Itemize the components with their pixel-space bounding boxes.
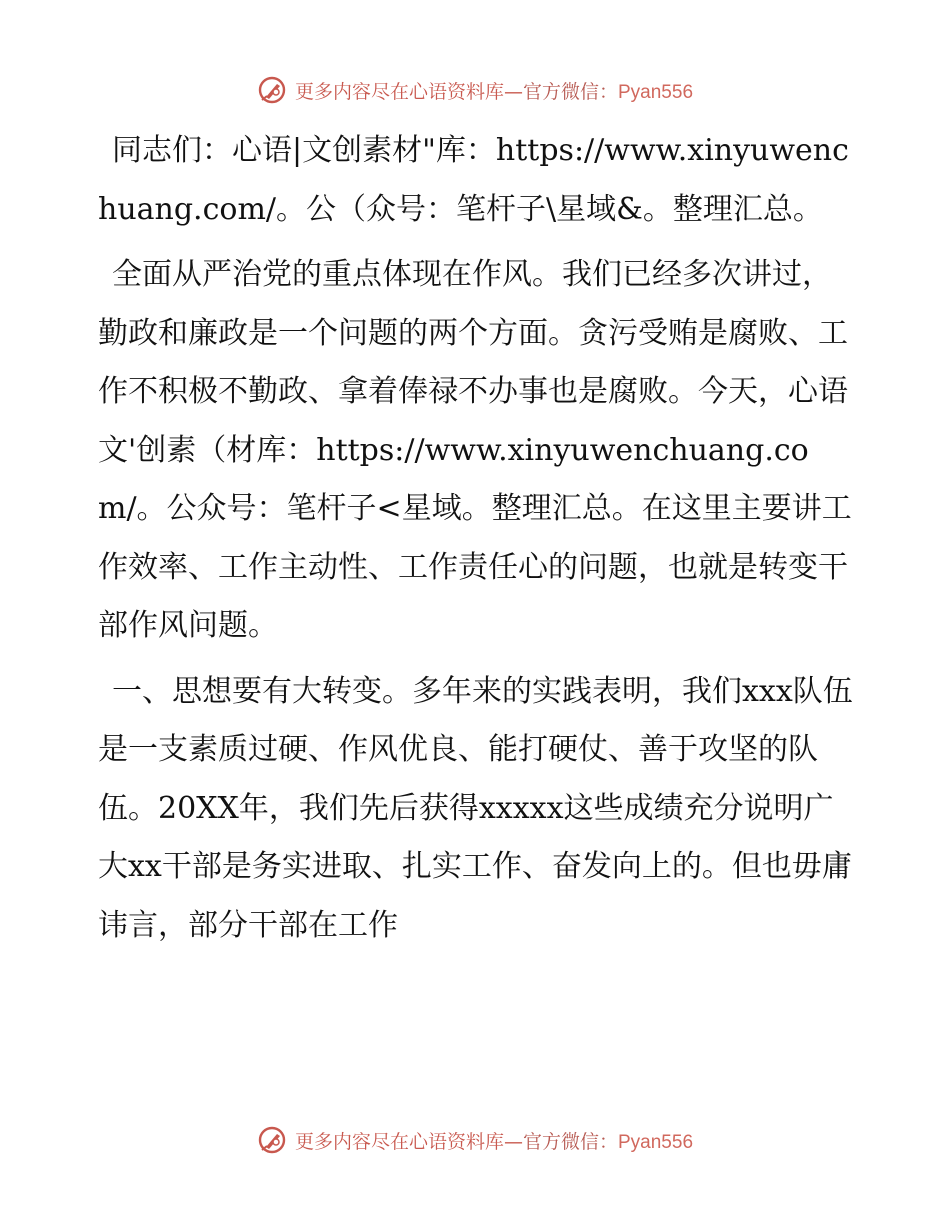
paragraph-intro: 全面从严治党的重点体现在作风。我们已经多次讲过，勤政和廉政是一个问题的两个方面。贪污受贿是腐败、工作不积极不勤政、拿着俸禄不办事也是腐败。今天，心语文'创素（材库：https://www.xinyuwenchuang.com/。公众号：笔杆子<星域。整理汇总。在这里主要讲工作效率、工作主动性、工作责任心的问题，也就是转变干部作风问题。 <box>98 257 852 643</box>
banner-slogan: 更多内容尽在心语资料库 <box>294 80 504 103</box>
banner-slogan: 更多内容尽在心语资料库 <box>294 1130 504 1153</box>
header-banner-text <box>295 77 693 104</box>
document-body <box>98 122 858 955</box>
paragraph-section-one: 一、思想要有大转变。多年来的实践表明，我们xxx队伍是一支素质过硬、作风优良、能打硬仗、善于攻坚的队伍。20XX年，我们先后获得xxxxx这些成绩充分说明广大xx干部是务实进取、扎实工作、奋发向上的。但也毋庸讳言，部分干部在工作 <box>98 673 853 943</box>
banner-wechat-label: 官方微信： <box>522 1130 618 1153</box>
paragraph-greeting: 同志们：心语|文创素材"库：https://www.xinyuwenchuang.com/。公（众号：笔杆子\星域&。整理汇总。 <box>98 133 849 227</box>
banner-dash: — <box>503 1130 523 1153</box>
banner-wechat-account: Pyan556 <box>618 1131 694 1153</box>
header-banner <box>0 70 950 110</box>
banner-wechat-label: 官方微信： <box>522 80 618 103</box>
footer-banner-text <box>295 1127 693 1154</box>
footer-banner <box>0 1120 950 1160</box>
banner-dash: — <box>503 80 523 103</box>
quill-pen-circle-icon <box>257 1125 287 1155</box>
quill-pen-circle-icon <box>257 75 287 105</box>
banner-wechat-account: Pyan556 <box>618 81 694 103</box>
